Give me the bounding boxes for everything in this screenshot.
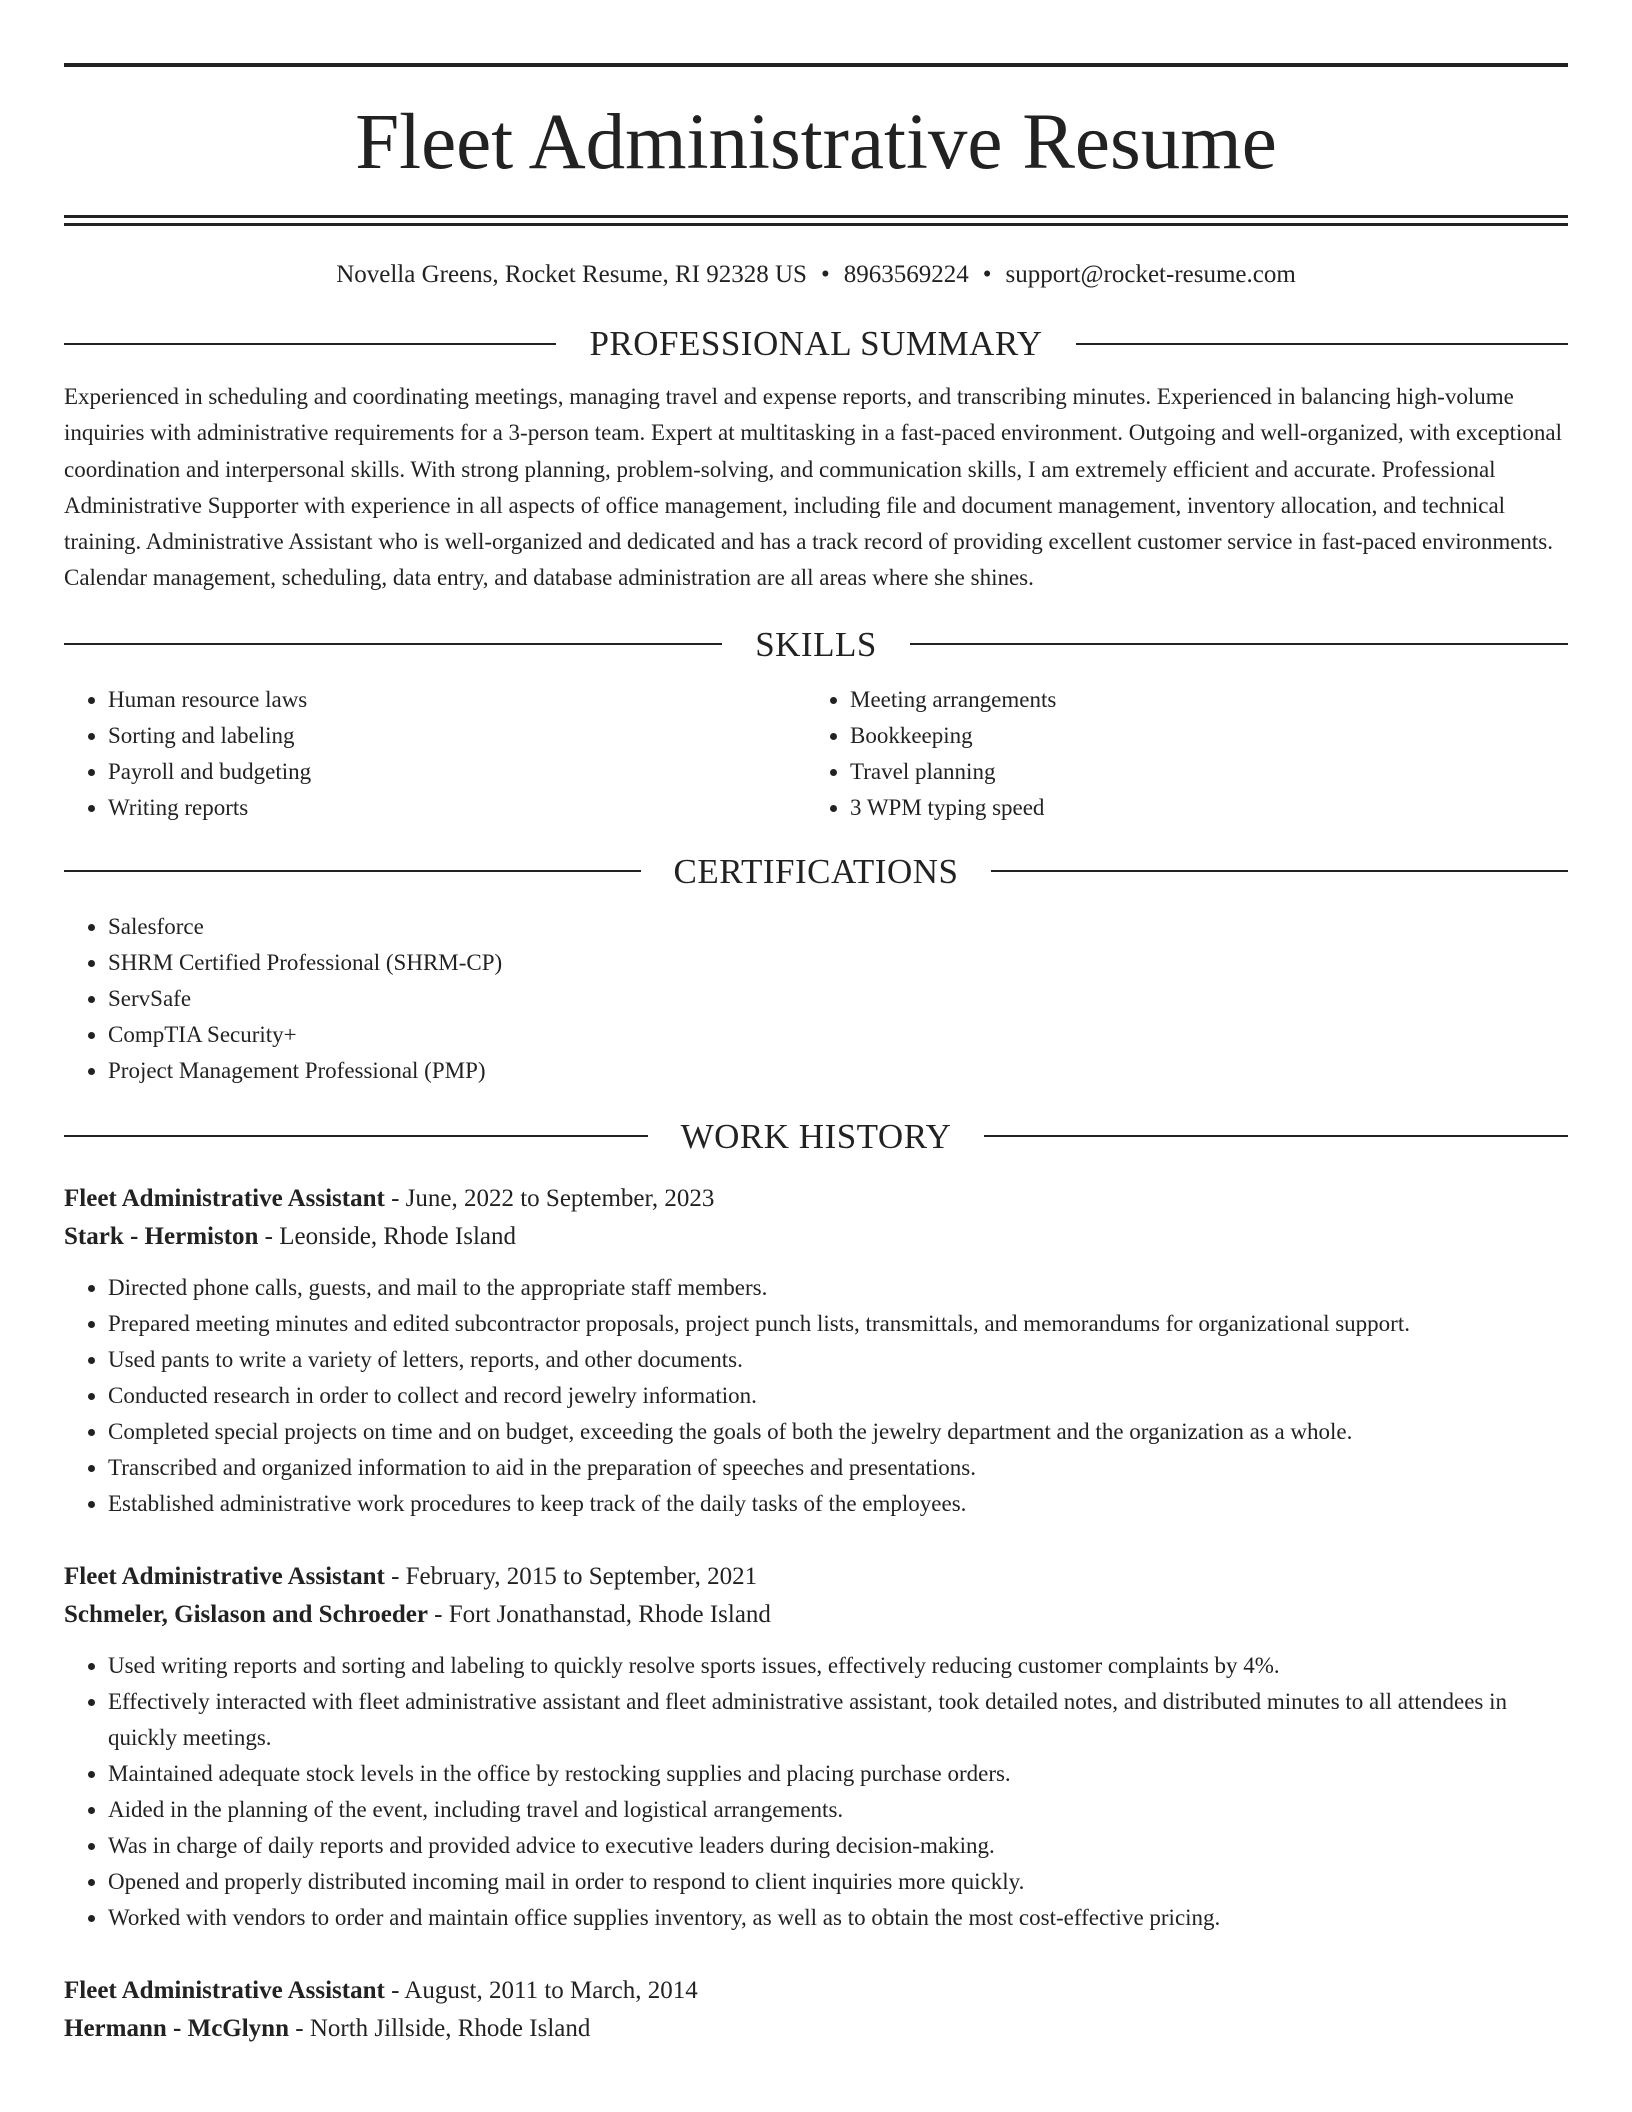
section-heading-certifications	[64, 851, 1568, 891]
certification-item: • Salesforce	[108, 909, 1568, 945]
section-heading-summary	[64, 326, 1568, 361]
job-title-line	[64, 1558, 1568, 1596]
job-company-line	[64, 1596, 1568, 1634]
skills-grid	[64, 682, 1568, 826]
job-duty-item: • Established administrative work procedures to keep track of the daily tasks of the employees.	[108, 1486, 1568, 1522]
skill-item: • Sorting and labeling	[108, 718, 806, 754]
job-duty-item: • Used pants to write a variety of letters, reports, and other documents.	[108, 1342, 1568, 1378]
skill-item: • 3 WPM typing speed	[850, 790, 1548, 826]
job-duties-list	[64, 1270, 1568, 1522]
title-double-rule	[64, 215, 1568, 226]
job-duty-item: • Transcribed and organized information to aid in the preparation of speeches and presentations.	[108, 1450, 1568, 1486]
section-title: SKILLS	[755, 624, 877, 664]
job-duty-item: • Directed phone calls, guests, and mail to the appropriate staff members.	[108, 1270, 1568, 1306]
job-dates: - August, 2011 to March, 2014	[384, 1976, 698, 2004]
job-duty-item: • Used writing reports and sorting and labeling to quickly resolve sports issues, effectively reducing customer complaints by 4%.	[108, 1648, 1568, 1684]
job-title-line	[64, 1180, 1568, 1218]
skill-item: • Meeting arrangements	[850, 682, 1548, 718]
section-heading-work	[64, 1116, 1568, 1156]
job-location: - North Jillside, Rhode Island	[289, 2014, 591, 2042]
section-title: WORK HISTORY	[680, 1116, 952, 1156]
job-duty-item: • Aided in the planning of the event, including travel and logistical arrangements.	[108, 1792, 1568, 1828]
job-company: Schmeler, Gislason and Schroeder	[64, 1600, 428, 1628]
job-dates: - February, 2015 to September, 2021	[384, 1562, 758, 1590]
job-duty-item: • Maintained adequate stock levels in the office by restocking supplies and placing purchase orders.	[108, 1756, 1568, 1792]
contact-email[interactable]: support@rocket-resume.com	[1005, 261, 1296, 288]
job-location: - Fort Jonathanstad, Rhode Island	[427, 1600, 771, 1628]
certifications-list	[64, 909, 1568, 1089]
summary-paragraph: Experienced in scheduling and coordinating meetings, managing travel and expense reports, and transcribing minutes. Experienced in balancing high-volume inquiries with administrative requirements for a 3-person team. Expert at multitasking in a fast-paced environment. Outgoing and well-organized, with exceptional coordination and interpersonal skills. With strong planning, problem-solving, and communication skills, I am extremely efficient and accurate. Professional Administrative Supporter with experience in all aspects of office management, including file and document management, inventory allocation, and technical training. Administrative Assistant who is well-organized and dedicated and has a track record of providing excellent customer service in fast-paced environments. Calendar management, scheduling, data entry, and database administration are all areas where she shines.	[64, 384, 1562, 591]
certification-item: • SHRM Certified Professional (SHRM-CP)	[108, 945, 1568, 981]
job-duty-item: • Prepared meeting minutes and edited subcontractor proposals, project punch lists, transmittals, and memorandums for organizational support.	[108, 1306, 1568, 1342]
skill-item: • Travel planning	[850, 754, 1548, 790]
job-company: Stark - Hermiston	[64, 1222, 259, 1250]
skill-item: • Bookkeeping	[850, 718, 1548, 754]
top-rule	[64, 63, 1568, 67]
contact-separator: •	[982, 261, 992, 288]
work-history	[64, 1180, 1568, 2048]
contact-separator: •	[820, 261, 830, 288]
job-dates: - June, 2022 to September, 2023	[384, 1184, 715, 1212]
resume-page	[64, 63, 1568, 2048]
job-company-line	[64, 1218, 1568, 1256]
certification-item: • CompTIA Security+	[108, 1017, 1568, 1053]
job-duty-item: • Completed special projects on time and on budget, exceeding the goals of both the jewelry department and the organization as a whole.	[108, 1414, 1568, 1450]
certification-item: • ServSafe	[108, 981, 1568, 1017]
job-entry	[64, 1972, 1568, 2048]
job-company: Hermann - McGlynn	[64, 2014, 289, 2042]
job-entry	[64, 1558, 1568, 1936]
skill-item: • Payroll and budgeting	[108, 754, 806, 790]
resume-title: Fleet Administrative Resume	[355, 99, 1277, 186]
contact-line	[64, 260, 1568, 290]
section-heading-skills	[64, 624, 1568, 664]
skill-item: • Human resource laws	[108, 682, 806, 718]
section-title: PROFESSIONAL SUMMARY	[589, 324, 1043, 363]
job-duty-item: • Worked with vendors to order and maintain office supplies inventory, as well as to obtain the most cost-effective pricing.	[108, 1900, 1568, 1936]
skills-list-right	[806, 682, 1548, 826]
section-title: CERTIFICATIONS	[673, 851, 959, 891]
job-entry	[64, 1180, 1568, 1522]
contact-address: Novella Greens, Rocket Resume, RI 92328 US	[336, 261, 807, 288]
skill-item: • Writing reports	[108, 790, 806, 826]
job-duties-list	[64, 1648, 1568, 1936]
job-location: - Leonside, Rhode Island	[258, 1222, 517, 1250]
contact-phone: 8963569224	[843, 261, 969, 288]
job-company-line	[64, 2010, 1568, 2048]
job-title: Fleet Administrative Assistant	[64, 1562, 385, 1590]
job-title-line	[64, 1972, 1568, 2010]
skills-list-left	[64, 682, 806, 826]
job-duty-item: • Conducted research in order to collect and record jewelry information.	[108, 1378, 1568, 1414]
job-duty-item: • Effectively interacted with fleet administrative assistant and fleet administrative assistant, took detailed notes, and distributed minutes to all attendees in quickly meetings.	[108, 1684, 1568, 1756]
certification-item: • Project Management Professional (PMP)	[108, 1053, 1568, 1089]
job-title: Fleet Administrative Assistant	[64, 1184, 385, 1212]
job-duty-item: • Was in charge of daily reports and provided advice to executive leaders during decision-making.	[108, 1828, 1568, 1864]
job-duty-item: • Opened and properly distributed incoming mail in order to respond to client inquiries more quickly.	[108, 1864, 1568, 1900]
job-title: Fleet Administrative Assistant	[64, 1976, 385, 2004]
